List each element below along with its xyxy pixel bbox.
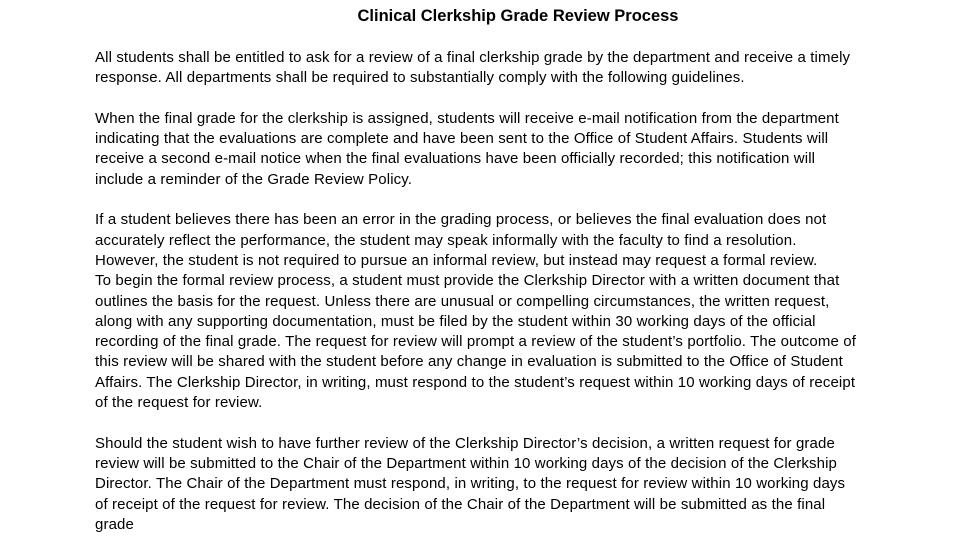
text-line: Director. The Chair of the Department must respond, in writing, to the request for review within 10 working days bbox=[95, 475, 846, 493]
text-line: Affairs. The Clerkship Director, in writing, must respond to the student’s request within 10 working days of receipt bbox=[95, 373, 856, 391]
text-line: Should the student wish to have further review of the Clerkship Director’s decision, a written request for grade bbox=[95, 434, 835, 452]
text-line: If a student believes there has been an error in the grading process, or believes the final evaluation does not bbox=[95, 211, 827, 229]
text-line: recording of the final grade. The request for review will prompt a review of the student’s portfolio. The outcome of bbox=[95, 333, 856, 351]
text-line: of receipt of the request for review. The decision of the Chair of the Department will be submitted as the final bbox=[95, 495, 826, 513]
text-line: this review will be shared with the student before any change in evaluation is submitted to the Office of Student bbox=[95, 353, 843, 371]
paragraph-spacer bbox=[95, 89, 950, 109]
text-line: review will be submitted to the Chair of the Department within 10 working days of the decision of the Clerkship bbox=[95, 454, 838, 472]
document-body bbox=[95, 48, 950, 535]
paragraph-spacer bbox=[95, 190, 950, 210]
paragraph-intro bbox=[95, 48, 950, 89]
page-title: Clinical Clerkship Grade Review Process bbox=[357, 7, 679, 25]
text-line: along with any supporting documentation, must be filed by the student within 30 working days of the official bbox=[95, 312, 816, 330]
paragraph-further-review bbox=[95, 434, 950, 535]
text-line: To begin the formal review process, a student must provide the Clerkship Director with a written document that bbox=[95, 272, 840, 290]
text-line: accurately reflect the performance, the student may speak informally with the faculty to find a resolution. bbox=[95, 231, 797, 249]
text-line: However, the student is not required to pursue an informal review, but instead may request a formal review. bbox=[95, 251, 818, 269]
paragraph-formal-review bbox=[95, 210, 950, 413]
text-line: include a reminder of the Grade Review Policy. bbox=[95, 170, 413, 188]
paragraph-spacer bbox=[95, 413, 950, 433]
text-line: response. All departments shall be required to substantially comply with the following guidelines. bbox=[95, 69, 745, 87]
text-line: grade bbox=[95, 515, 134, 533]
paragraph-notification bbox=[95, 109, 950, 190]
text-line: of the request for review. bbox=[95, 394, 263, 412]
text-line: indicating that the evaluations are complete and have been sent to the Office of Student Affairs. Students will bbox=[95, 130, 829, 148]
text-line: outlines the basis for the request. Unless there are unusual or compelling circumstances, the written request, bbox=[95, 292, 830, 310]
text-line: All students shall be entitled to ask for a review of a final clerkship grade by the department and receive a timely bbox=[95, 49, 851, 66]
text-line: receive a second e-mail notice when the final evaluations have been officially recorded; this notification will bbox=[95, 150, 816, 168]
text-line: When the final grade for the clerkship is assigned, students will receive e-mail notification from the department bbox=[95, 109, 839, 127]
